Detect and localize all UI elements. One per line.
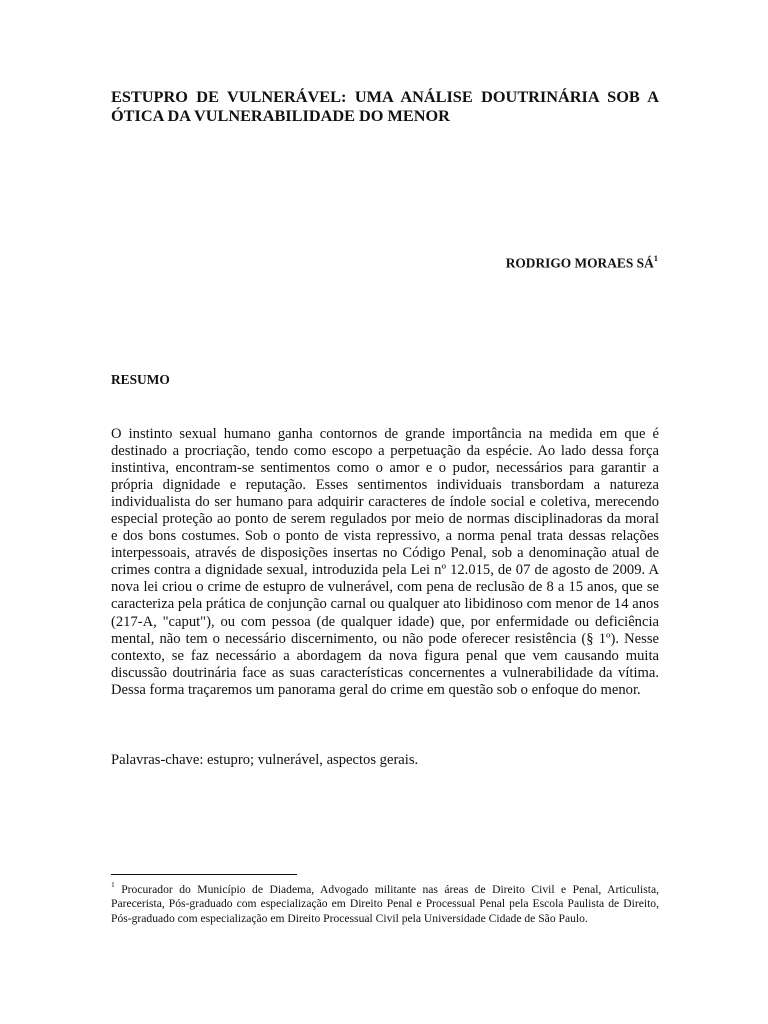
footnote — [111, 879, 659, 926]
footnote-divider — [111, 874, 297, 875]
author-footnote-marker: 1 — [653, 253, 658, 263]
abstract-text: O instinto sexual humano ganha contornos de grande importância na medida em que é destinado a procriação, tendo como escopo a perpetuação da espécie. Ao lado dessa força instintiva, encontram-se sentimentos como o amor e o pudor, necessários para garantir a própria dignidade e reputação. Esses sentimentos individuais transbordam a natureza individualista do ser humano para adquirir caracteres de índole social e coletiva, merecendo especial proteção ao ponto de serem regulados por meio de normas disciplinadoras da moral e dos bons costumes. Sob o ponto de vista repressivo, a norma penal trata dessas relações interpessoais, através de disposições insertas no Código Penal, sob a denominação atual de crimes contra a dignidade sexual, introduzida pela Lei nº 12.015, de 07 de agosto de 2009. A nova lei criou o crime de estupro de vulnerável, com pena de reclusão de 8 a 15 anos, que se caracteriza pela prática de conjunção carnal ou qualquer ato libidinoso com menor de 14 anos (217-A, "caput"), ou com pessoa (de qualquer idade) que, por enfermidade ou deficiência mental, não tem o necessário discernimento, ou não pode oferecer resistência (§ 1º). Nesse contexto, se faz necessário a abordagem da nova figura penal que vem causando muita discussão doutrinária face as suas características concernentes a vulnerabilidade da vítima. Dessa forma traçaremos um panorama geral do crime em questão sob o enfoque do menor. — [111, 426, 659, 698]
footnote-marker: 1 — [111, 880, 115, 889]
author-name: RODRIGO MORAES SÁ — [505, 255, 654, 271]
keywords: Palavras-chave: estupro; vulnerável, aspectos gerais. — [111, 752, 419, 768]
paper-title: ESTUPRO DE VULNERÁVEL: UMA ANÁLISE DOUTRINÁRIA SOB A ÓTICA DA VULNERABILIDADE DO MENOR — [111, 87, 659, 125]
footnote-text: Procurador do Município de Diadema, Advogado militante nas áreas de Direito Civil e Penal, Articulista, Parecerista, Pós-graduado com especialização em Direito Penal e Processual Penal pela Escola Paulista de Direito, Pós-graduado com especialização em Direito Processual Civil pela Universidade Cidade de São Paulo. — [111, 882, 659, 925]
abstract-heading: RESUMO — [111, 372, 170, 387]
author-line — [506, 251, 658, 271]
